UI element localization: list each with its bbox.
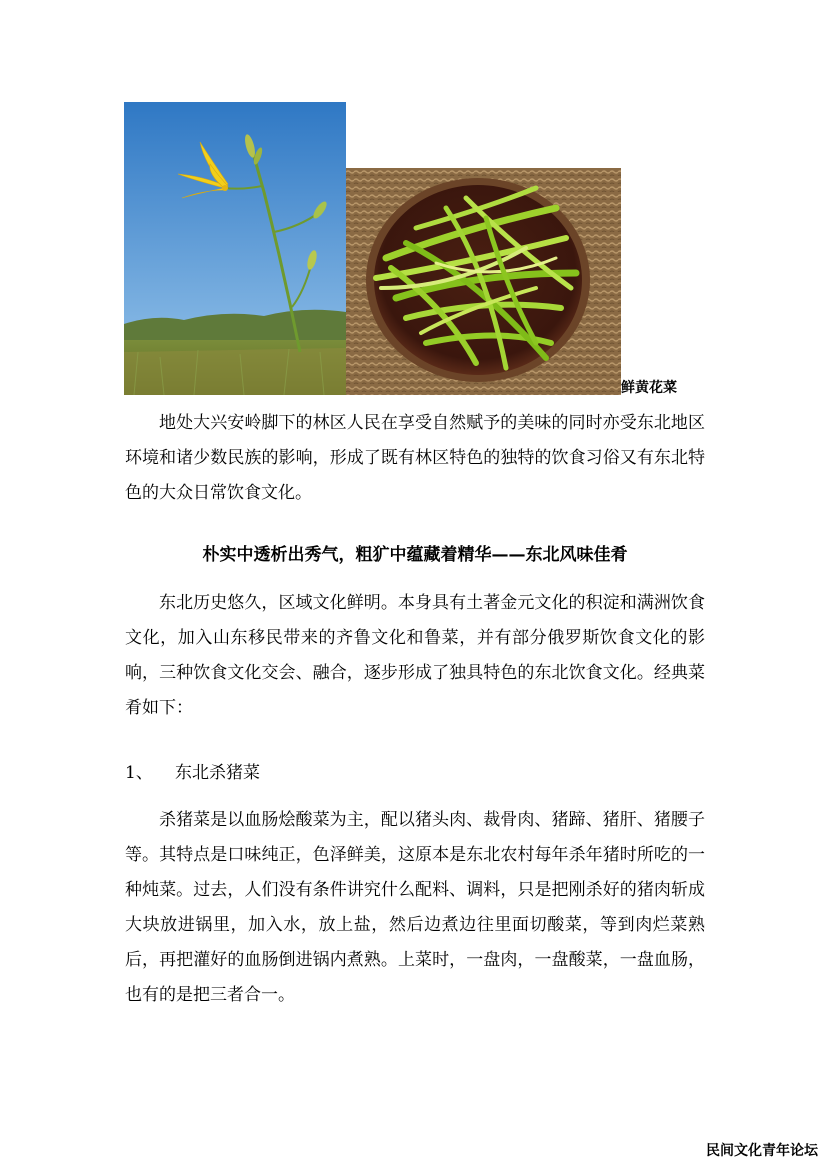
dish-photo-graphic (346, 168, 621, 395)
section-heading: 朴实中透析出秀气，粗犷中蕴藏着精华——东北风味佳肴 (202, 545, 628, 565)
list-item-number: 1、 (125, 763, 153, 783)
flower-photo-graphic (124, 102, 346, 395)
photo-caption: 鲜黄花菜 (621, 380, 677, 396)
list-item (125, 758, 260, 788)
dish-description-paragraph: 杀猪菜是以血肠烩酸菜为主，配以猪头肉、裁骨肉、猪蹄、猪肝、猪腰子等。其特点是口味纯正，色泽鲜美，这原本是东北农村每年杀年猪时所吃的一种炖菜。过去，人们没有条件讲究什么配料、调料，只是把刚杀好的猪肉斩成大块放进锅里，加入水，放上盐，然后边煮边往里面切酸菜，等到肉烂菜熟后，再把灌好的血肠倒进锅内煮熟。上菜时，一盘肉，一盘酸菜，一盘血肠，也有的是把三者合一。 (125, 810, 705, 1005)
daylily-flower-photo (124, 102, 346, 395)
intro-paragraph: 地处大兴安岭脚下的林区人民在享受自然赋予的美味的同时亦受东北地区环境和诸少数民族的影响，形成了既有林区特色的独特的饮食习俗又有东北特色的大众日常饮食文化。 (125, 413, 705, 503)
footer-watermark: 民间文化青年论坛 (706, 1143, 818, 1159)
history-paragraph: 东北历史悠久，区域文化鲜明。本身具有土著金元文化的积淀和满洲饮食文化，加入山东移民带来的齐鲁文化和鲁菜，并有部分俄罗斯饮食文化的影响，三种饮食文化交会、融合，逐步形成了独具特色的东北饮食文化。经典菜肴如下： (125, 593, 705, 718)
list-item-title: 东北杀猪菜 (175, 763, 260, 783)
fresh-daylily-plate-photo (346, 168, 621, 395)
